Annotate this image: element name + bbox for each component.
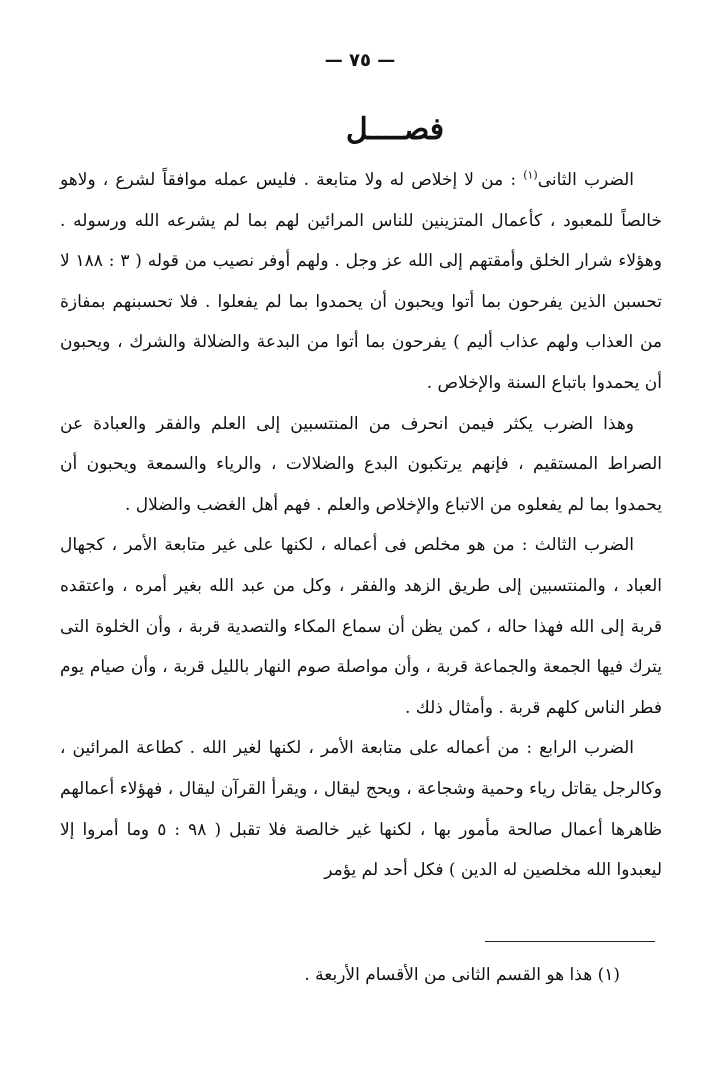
paragraph-lead: الضرب الثانى xyxy=(537,170,634,190)
page-number: — ٧٥ — xyxy=(324,50,396,71)
paragraph-text: وهذا الضرب يكثر فيمن انحرف من المنتسبين إلى العلم والفقر والعبادة عن الصراط المستقيم ، فإنهم يرتكبون البدع والضلالات ، والرياء والسمعة ويحبون أن يحمدوا بما لم يفعلوه من الاتباع والإخلاص والعلم . فهم أهل الغضب والضلال . xyxy=(60,413,662,515)
paragraph-text: الضرب الثالث : من هو مخلص فى أعماله ، لكنها على غير متابعة الأمر ، كجهال العباد ، والمنتسبين إلى طريق الزهد والفقر ، وكل من عبد الله بغير أمره ، واعتقده قربة إلى الله فهذا حاله ، كمن يظن أن سماع المكاء والتصدية قربة ، وأن الخلوة التى يترك فيها الجمعة والجماعة قربة ، وأن مواصلة صوم النهار بالليل قربة ، وأن صيام يوم فطر الناس كلهم قربة . وأمثال ذلك . xyxy=(60,535,662,718)
section-title: فصــــل xyxy=(345,112,445,147)
paragraph-fourth-type xyxy=(60,728,662,890)
footnote xyxy=(60,962,620,988)
paragraph-text: : من لا إخلاص له ولا متابعة . فليس عمله موافقاً لشرع ، ولاهو خالصاً للمعبود ، كأعمال المتزينين للناس المرائين لهم بما لم يشرعه الله ورسوله . وهؤلاء شرار الخلق وأمقتهم إلى الله عز وجل . ولهم أوفر نصيب من قوله ( ٣ : ١٨٨ لا تحسبن الذين يفرحون بما أتوا ويحبون أن يحمدوا بما لم يفعلوا . فلا تحسبنهم بمفازة من العذاب ولهم عذاب أليم ) يفرحون بما أتوا من البدعة والضلالة والشرك ، ويحبون أن يحمدوا باتباع السنة والإخلاص . xyxy=(60,170,662,393)
paragraph-text: الضرب الرابع : من أعماله على متابعة الأمر ، لكنها لغير الله . كطاعة المرائين ، وكالرجل يقاتل رياء وحمية وشجاعة ، ويحج ليقال ، ويقرأ القرآن ليقال ، فهؤلاء أعمالهم ظاهرها أعمال صالحة مأمور بها ، لكنها غير خالصة فلا تقبل ( ٩٨ : ٥ وما أمروا إلا ليعبدوا الله مخلصين له الدين ) فكل أحد لم يؤمر xyxy=(60,738,662,881)
paragraph-second-type-elaboration xyxy=(60,404,662,526)
footnote-marker: (١) xyxy=(597,965,620,985)
footnote-text: هذا هو القسم الثانى من الأقسام الأربعة . xyxy=(304,965,593,985)
footnote-divider xyxy=(485,941,655,942)
body-text xyxy=(60,160,662,891)
paragraph-third-type xyxy=(60,525,662,728)
footnote-reference[interactable]: (١) xyxy=(523,168,538,182)
paragraph-second-type xyxy=(60,160,662,404)
